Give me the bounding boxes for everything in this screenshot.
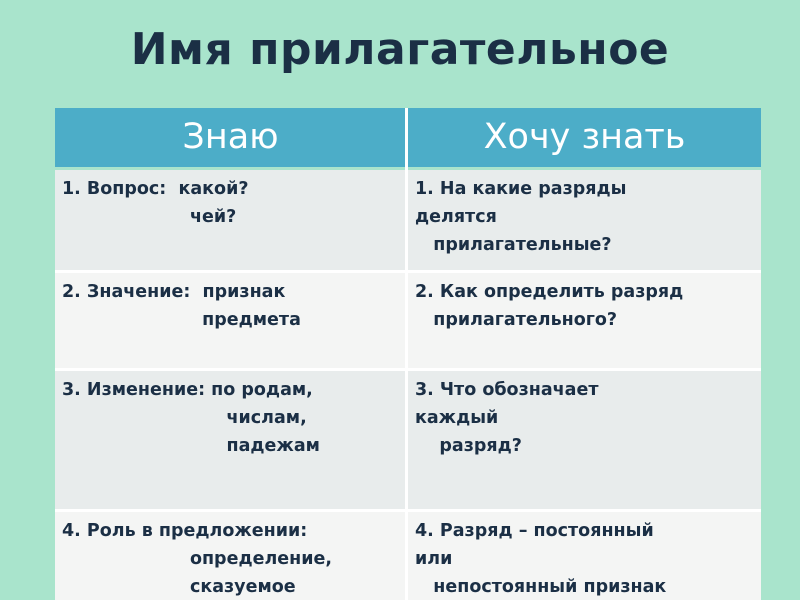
cell-line: 2. Как определить разряд xyxy=(415,282,684,302)
cell-line: определение, xyxy=(62,549,333,569)
want-cell xyxy=(408,170,761,259)
table-row xyxy=(55,273,761,368)
know-cell xyxy=(55,371,405,460)
know-cell xyxy=(55,170,405,231)
want-cell xyxy=(408,273,761,334)
cell-line: чей? xyxy=(62,207,237,227)
column-divider xyxy=(405,167,408,600)
cell-line: 1. Вопрос: какой? xyxy=(62,179,249,199)
cell-line: 3. Что обозначает xyxy=(415,380,599,400)
table-row xyxy=(55,371,761,509)
cell-line: 2. Значение: признак xyxy=(62,282,286,302)
table-row xyxy=(55,512,761,600)
want-cell xyxy=(408,371,761,460)
cell-line: каждый xyxy=(415,408,499,428)
cell-line: числам, xyxy=(62,408,307,428)
cell-line: делятся xyxy=(415,207,497,227)
cell-line: 4. Роль в предложении: xyxy=(62,521,308,541)
header-know: Знаю xyxy=(182,117,279,157)
know-want-table xyxy=(55,108,761,600)
cell-line: разряд? xyxy=(415,436,522,456)
cell-line: непостоянный признак xyxy=(415,577,667,597)
know-cell xyxy=(55,273,405,334)
page-title: Имя прилагательное xyxy=(130,24,670,75)
cell-line: или xyxy=(415,549,453,569)
cell-line: 1. На какие разряды xyxy=(415,179,627,199)
cell-line: 3. Изменение: по родам, xyxy=(62,380,313,400)
header-want-to-know: Хочу знать xyxy=(483,117,686,157)
table-header-row xyxy=(55,108,761,167)
cell-line: прилагательного? xyxy=(415,310,618,330)
cell-line: сказуемое xyxy=(62,577,296,597)
want-cell xyxy=(408,512,761,600)
know-cell xyxy=(55,512,405,600)
table-row xyxy=(55,170,761,270)
cell-line: 4. Разряд – постоянный xyxy=(415,521,654,541)
cell-line: падежам xyxy=(62,436,320,456)
cell-line: прилагательные? xyxy=(415,235,612,255)
cell-line: предмета xyxy=(62,310,301,330)
